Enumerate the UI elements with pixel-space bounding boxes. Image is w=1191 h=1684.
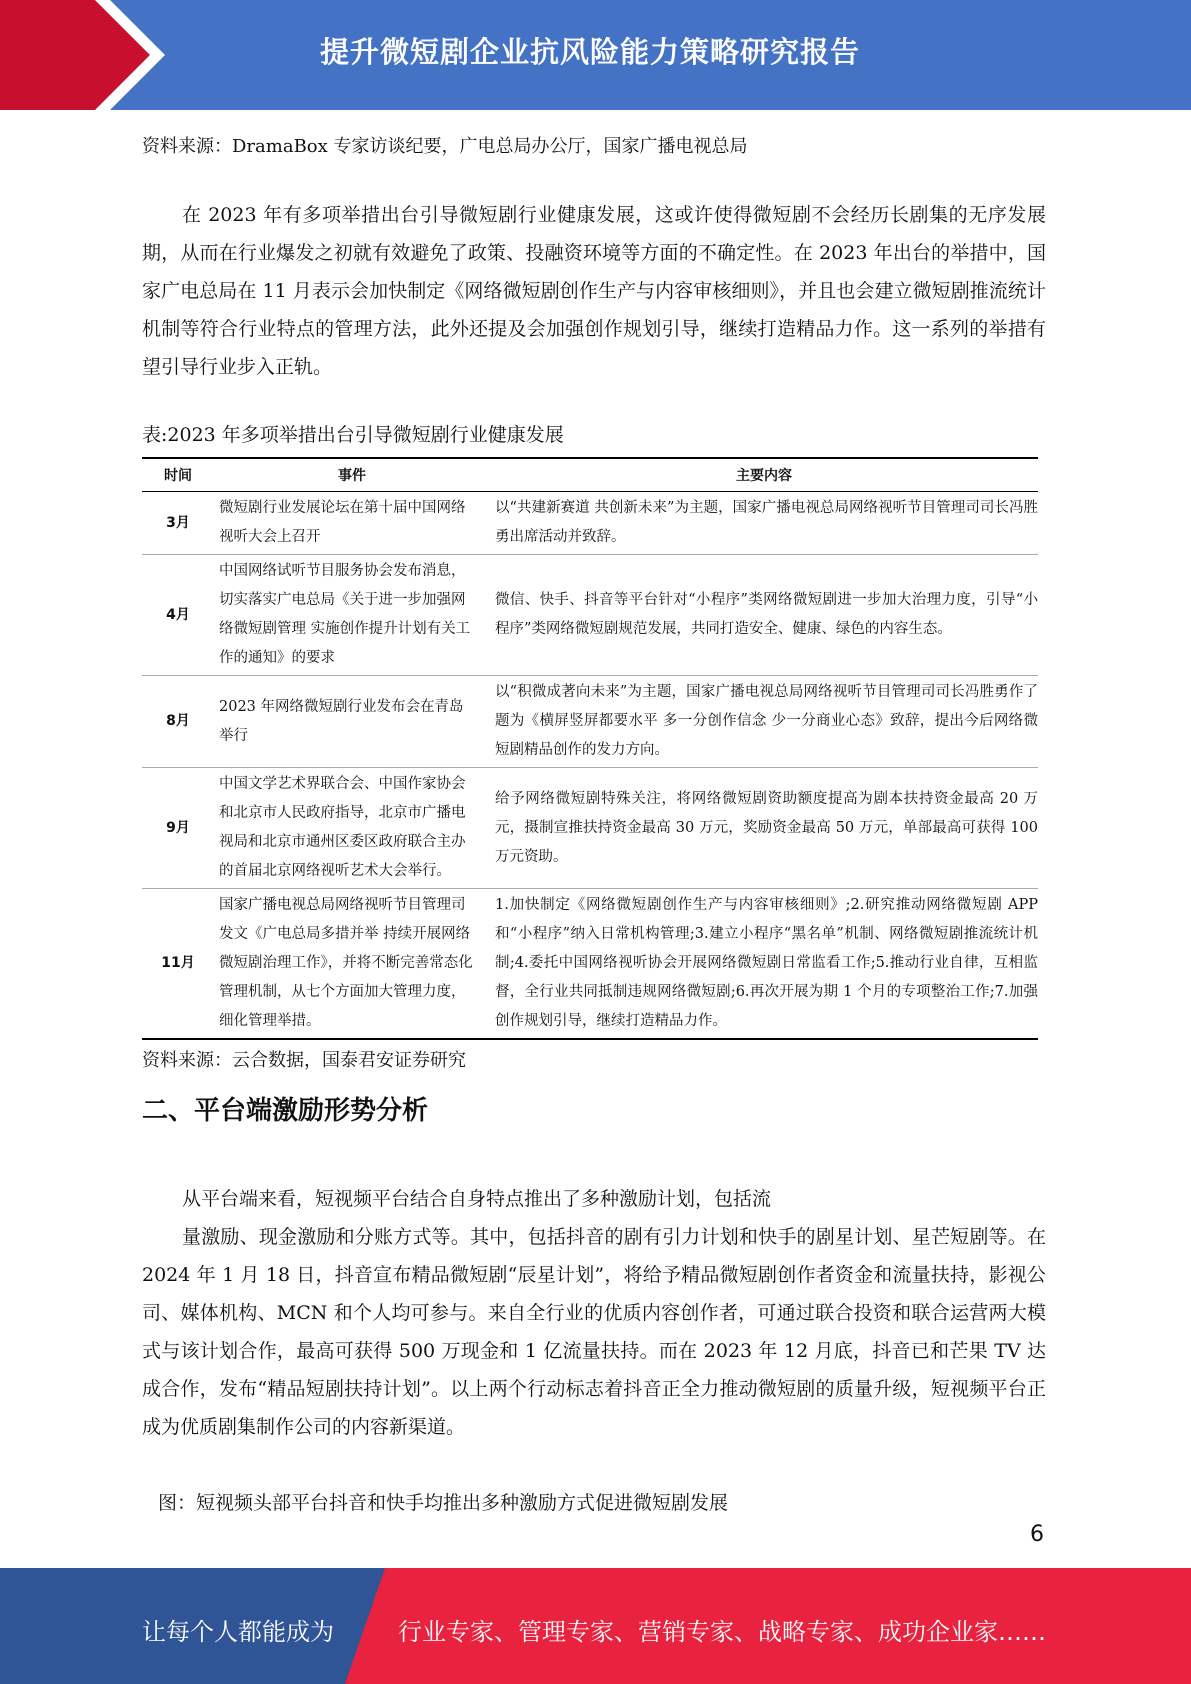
- table-caption: 表:2023 年多项举措出台引导微短剧行业健康发展: [142, 424, 564, 446]
- page-header: [0, 0, 1191, 110]
- row-month: 3月: [142, 492, 214, 555]
- policy-table: [142, 457, 1038, 1040]
- page-footer: [0, 1568, 1191, 1684]
- table-row: [142, 555, 1038, 676]
- row-content: 以“共建新赛道 共创新未来”为主题，国家广播电视总局网络视听节目管理司司长冯胜勇出席活动并致辞。: [490, 492, 1038, 555]
- row-month: 9月: [142, 768, 214, 889]
- row-event: 国家广播电视总局网络视听节目管理司发文《广电总局多措并举 持续开展网络微短剧治理工作》，并将不断完善常态化管理机制，从七个方面加大管理力度，细化管理举措。: [214, 889, 490, 1040]
- row-content: 1.加快制定《网络微短剧创作生产与内容审核细则》;2.研究推动网络微短剧 APP 和“小程序”纳入日常机构管理;3.建立小程序“黑名单”机制、网络微短剧推流统计机制;4.委托中国网络视听协会开展网络微短剧日常监看工作;5.推动行业自律，互相监督，全行业共同抵制违规网络微短剧;6.再次开展为期 1 个月的专项整治工作;7.加强创作规划引导，继续打造精品力作。: [490, 889, 1038, 1040]
- row-content: 给予网络微短剧特殊关注，将网络微短剧资助额度提高为剧本扶持资金最高 20 万元，摄制宣推扶持资金最高 30 万元，奖励资金最高 50 万元，单部最高可获得 100 万元资助。: [490, 768, 1038, 889]
- footer-slogan-left: 让每个人都能成为: [142, 1618, 334, 1646]
- row-content: 以“积微成著向未来”为主题，国家广播电视总局网络视听节目管理司司长冯胜勇作了题为《横屏竖屏都要水平 多一分创作信念 少一分商业心态》致辞，提出今后网络微短剧精品创作的发力方向。: [490, 676, 1038, 768]
- table-row: [142, 889, 1038, 1040]
- page-number: 6: [1030, 1522, 1044, 1547]
- source-note-top: 资料来源：DramaBox 专家访谈纪要，广电总局办公厅，国家广播电视总局: [142, 136, 748, 157]
- table-row: [142, 492, 1038, 555]
- paragraph-platform-line1: 从平台端来看，短视频平台结合自身特点推出了多种激励计划，包括流: [182, 1188, 772, 1210]
- source-note-table: 资料来源：云合数据，国泰君安证券研究: [142, 1050, 466, 1071]
- row-month: 4月: [142, 555, 214, 676]
- paragraph-policy: 在 2023 年有多项举措出台引导微短剧行业健康发展，这或许使得微短剧不会经历长剧集的无序发展期，从而在行业爆发之初就有效避免了政策、投融资环境等方面的不确定性。在 2023 年出台的举措中，国家广电总局在 11 月表示会加快制定《网络微短剧创作生产与内容审核细则》，并且也会建立微短剧推流统计机制等符合行业特点的管理方法，此外还提及会加强创作规划引导，继续打造精品力作。这一系列的举措有望引导行业步入正轨。: [142, 204, 1046, 378]
- table-header-row: [142, 458, 1038, 492]
- row-month: 11月: [142, 889, 214, 1040]
- figure-caption: 图：短视频头部平台抖音和快手均推出多种激励方式促进微短剧发展: [158, 1492, 729, 1514]
- row-event: 2023 年网络微短剧行业发布会在青岛举行: [214, 676, 490, 768]
- row-content: 微信、快手、抖音等平台针对“小程序”类网络微短剧进一步加大治理力度，引导“小程序”类网络微短剧规范发展，共同打造安全、健康、绿色的内容生态。: [490, 555, 1038, 676]
- header-event: 事件: [214, 458, 490, 492]
- row-event: 中国文学艺术界联合会、中国作家协会和北京市人民政府指导，北京市广播电视局和北京市通州区委区政府联合主办的首届北京网络视听艺术大会举行。: [214, 768, 490, 889]
- table-row: [142, 768, 1038, 889]
- header-content: 主要内容: [490, 458, 1038, 492]
- table-row: [142, 676, 1038, 768]
- row-month: 8月: [142, 676, 214, 768]
- row-event: 中国网络试听节目服务协会发布消息，切实落实广电总局《关于进一步加强网络微短剧管理 实施创作提升计划有关工作的通知》的要求: [214, 555, 490, 676]
- row-event: 微短剧行业发展论坛在第十届中国网络视听大会上召开: [214, 492, 490, 555]
- footer-slogan-right: 行业专家、管理专家、营销专家、战略专家、成功企业家……: [398, 1618, 1046, 1646]
- paragraph-platform: 量激励、现金激励和分账方式等。其中，包括抖音的剧有引力计划和快手的剧星计划、星芒短剧等。在 2024 年 1 月 18 日，抖音宣布精品微短剧“辰星计划”，将给予精品微短剧创作者资金和流量扶持，影视公司、媒体机构、MCN 和个人均可参与。来自全行业的优质内容创作者，可通过联合投资和联合运营两大模式与该计划合作，最高可获得 500 万现金和 1 亿流量扶持。而在 2023 年 12 月底，抖音已和芒果 TV 达成合作，发布“精品短剧扶持计划”。以上两个行动标志着抖音正全力推动微短剧的质量升级，短视频平台正成为优质剧集制作公司的内容新渠道。: [142, 1226, 1046, 1438]
- header-time: 时间: [142, 458, 214, 492]
- section-title: 二、平台端激励形势分析: [142, 1096, 429, 1126]
- report-title: 提升微短剧企业抗风险能力策略研究报告: [320, 35, 861, 69]
